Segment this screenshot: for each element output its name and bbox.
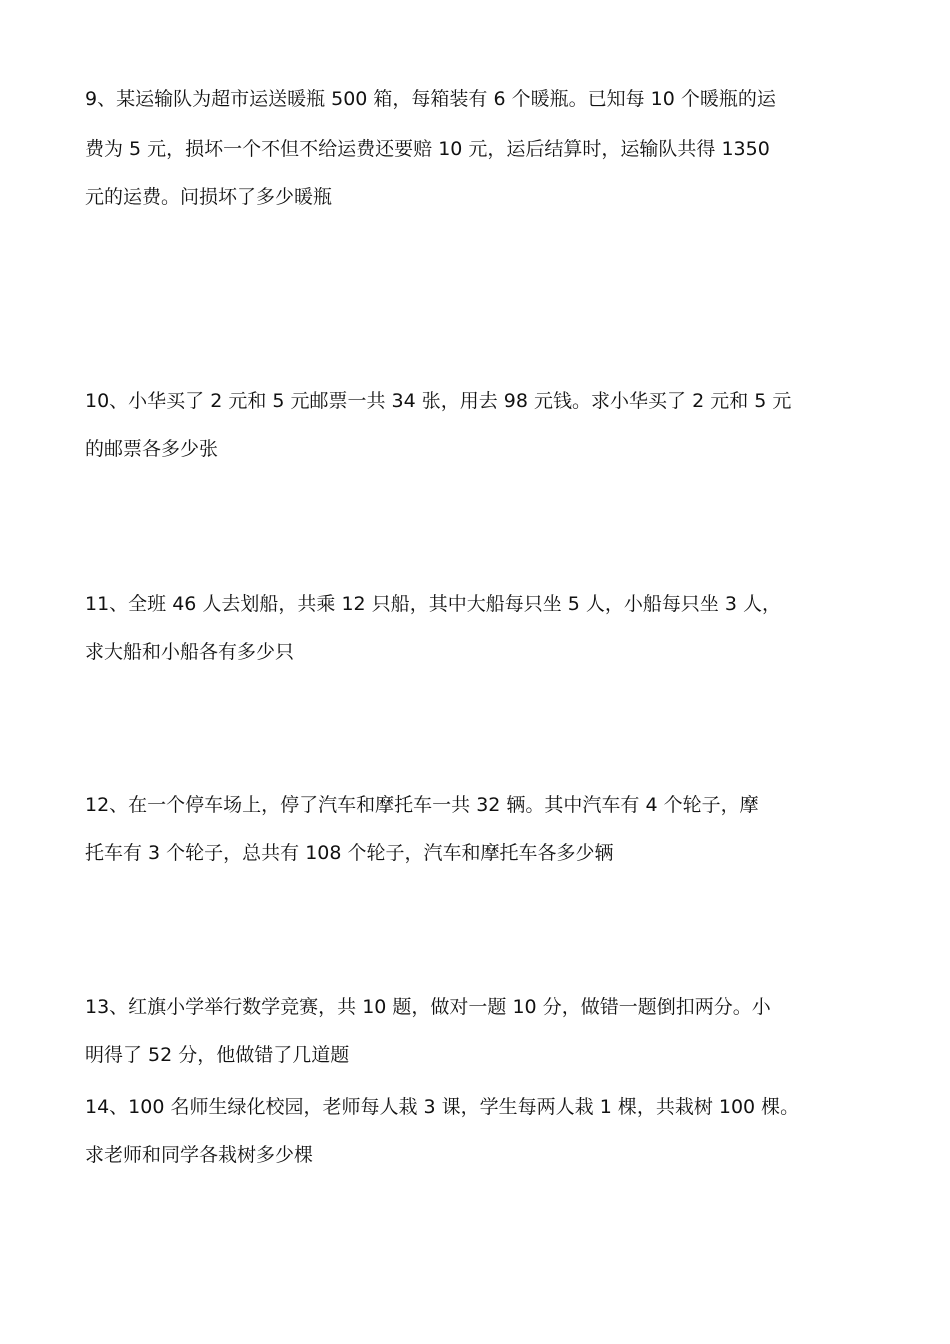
problem-13-line-2: 明得了 52 分，他做错了几道题	[85, 1044, 350, 1066]
problem-11	[85, 595, 875, 665]
problem-13-line-1: 13、红旗小学举行数学竞赛，共 10 题，做对一题 10 分，做错一题倒扣两分。小	[85, 996, 771, 1018]
problem-9	[85, 90, 875, 210]
problem-12-line-1: 12、在一个停车场上，停了汽车和摩托车一共 32 辆。其中汽车有 4 个轮子，摩	[85, 794, 759, 816]
problem-10-line-2: 的邮票各多少张	[85, 438, 219, 460]
problem-11-line-2: 求大船和小船各有多少只	[85, 641, 295, 663]
problem-9-line-1: 9、某运输队为超市运送暖瓶 500 箱，每箱装有 6 个暖瓶。已知每 10 个暖瓶的运	[85, 88, 776, 110]
problem-13	[85, 998, 875, 1068]
problem-9-line-3: 元的运费。问损坏了多少暖瓶	[85, 186, 333, 208]
problem-10	[85, 392, 875, 462]
problem-9-line-2: 费为 5 元，损坏一个不但不给运费还要赔 10 元，运后结算时，运输队共得 1350	[85, 138, 770, 160]
problem-11-line-1: 11、全班 46 人去划船，共乘 12 只船，其中大船每只坐 5 人，小船每只坐 3 人，	[85, 593, 782, 615]
problem-14-line-1: 14、100 名师生绿化校园，老师每人栽 3 课，学生每两人栽 1 棵，共栽树 100 棵。	[85, 1096, 800, 1118]
problem-14-line-2: 求老师和同学各栽树多少棵	[85, 1144, 314, 1166]
problem-12	[85, 796, 875, 866]
problem-14	[85, 1098, 875, 1168]
problem-12-line-2: 托车有 3 个轮子，总共有 108 个轮子，汽车和摩托车各多少辆	[85, 842, 614, 864]
problem-10-line-1: 10、小华买了 2 元和 5 元邮票一共 34 张，用去 98 元钱。求小华买了 2 元和 5 元	[85, 390, 792, 412]
